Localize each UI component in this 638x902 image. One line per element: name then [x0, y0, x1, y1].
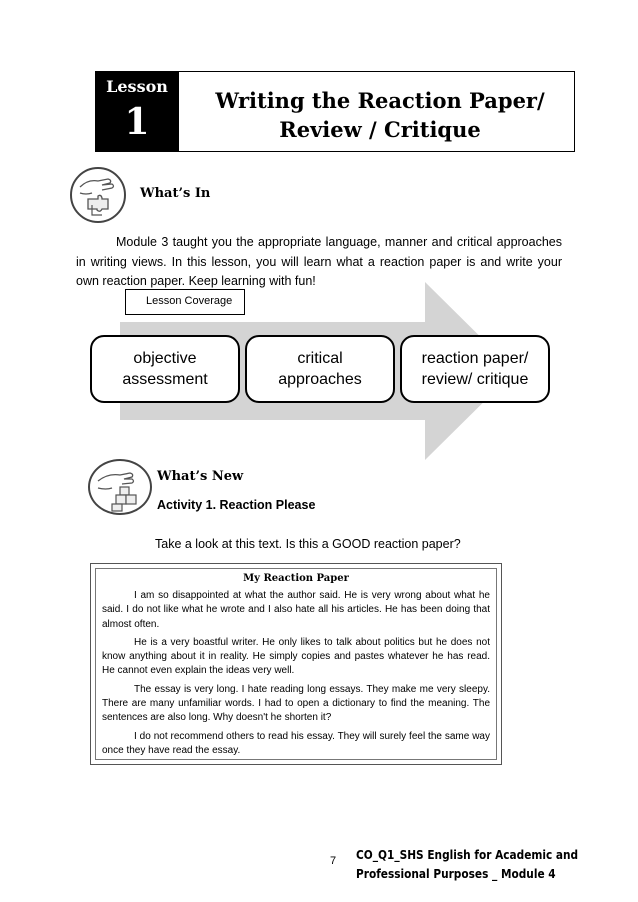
intro-text: Module 3 taught you the appropriate language, manner and critical approaches in writing views. In this lesson, you will learn what a reaction paper is and write your own reaction paper. Keep learning with fun! [76, 235, 562, 288]
coverage-item-critical-approaches [245, 335, 395, 403]
coverage-item-line1: critical [297, 350, 343, 367]
coverage-item-line1: reaction paper/ [421, 350, 529, 367]
lesson-word: Lesson [106, 77, 168, 96]
reaction-paper-paragraph: I am so disappointed at what the author said. He is very wrong about what he said. I do not like what he wrote and I also hate all his articles. He has been doing that almost often. [102, 590, 490, 630]
reaction-paper-title: My Reaction Paper [243, 573, 349, 584]
whats-in-heading: What’s In [140, 186, 211, 201]
reaction-paper-paragraph: I do not recommend others to read his essay. They will surely feel the same way once they have read the essay. [102, 730, 490, 756]
page-number: 7 [330, 855, 337, 867]
coverage-item-line2: approaches [278, 371, 362, 388]
lesson-badge [95, 71, 179, 152]
reaction-paper-paragraph: He is a very boastful writer. He only likes to talk about politics but he does not know anything about it in reality. He simply copies and pastes whatever he has read. He cannot even explain the ideas very well. [102, 636, 490, 677]
hand-blocks-icon [88, 459, 152, 515]
reaction-paper-paragraph: The essay is very long. I hate reading long essays. They make me very sleepy. There are many unfamiliar words. I had to open a dictionary to find the meaning. The sentences are also long. Why doesn't he shorten it? [102, 683, 490, 724]
reaction-paper-frame [95, 568, 497, 760]
activity-title: Activity 1. Reaction Please [157, 498, 316, 512]
hand-puzzle-drawing [72, 169, 124, 221]
lesson-title-line2: Review / Critique [279, 117, 481, 142]
coverage-item-line2: review/ critique [421, 371, 529, 388]
lesson-title-line1: Writing the Reaction Paper/ [215, 88, 545, 113]
whats-new-heading: What’s New [157, 469, 244, 484]
coverage-item-line2: assessment [122, 371, 208, 388]
coverage-item-line1: objective [133, 350, 197, 367]
activity-instruction: Take a look at this text. Is this a GOOD reaction paper? [155, 537, 461, 551]
coverage-item-objective-assessment [90, 335, 240, 403]
footer-line2: Professional Purposes _ Module 4 [356, 867, 556, 881]
coverage-item-reaction-paper [400, 335, 550, 403]
lesson-title [190, 86, 570, 144]
lesson-coverage-label: Lesson Coverage [125, 289, 245, 315]
module-footer [356, 846, 578, 884]
reaction-paper-sample [90, 563, 502, 765]
lesson-number: 1 [124, 101, 150, 143]
hand-blocks-drawing [90, 461, 150, 513]
footer-line1: CO_Q1_SHS English for Academic and [356, 848, 579, 862]
hand-puzzle-icon [70, 167, 126, 223]
reaction-paper-body [102, 589, 490, 762]
